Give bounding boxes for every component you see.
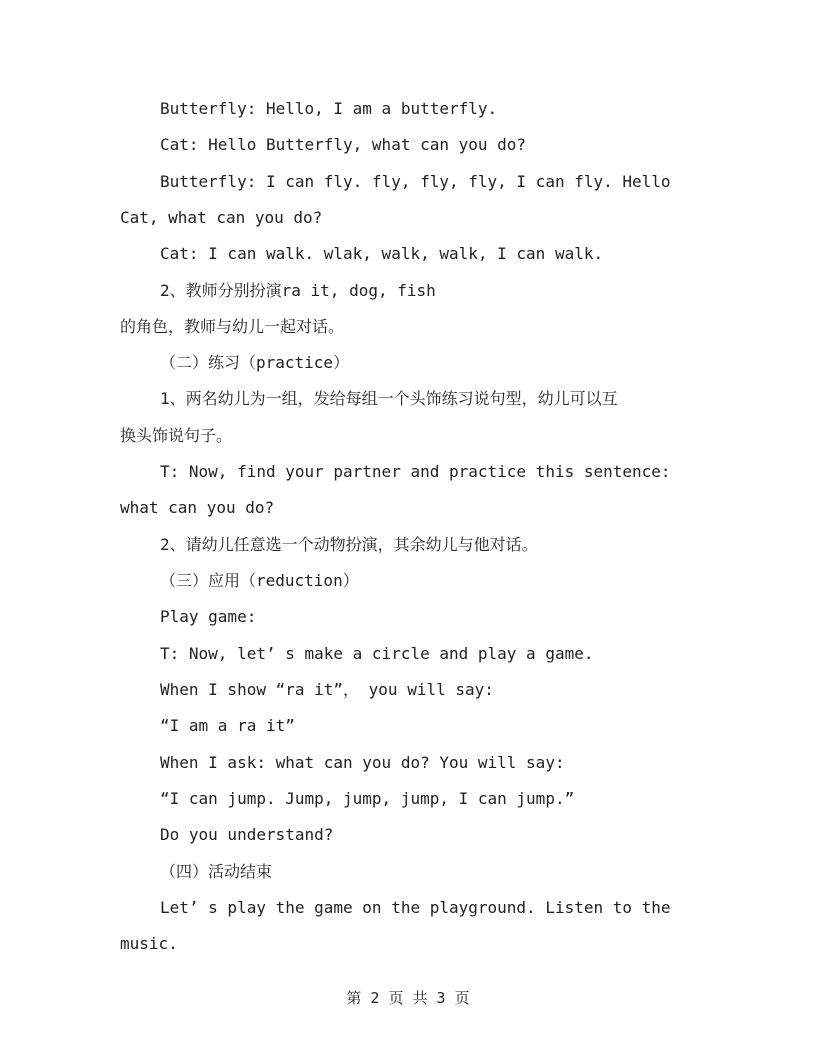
quote-line: “I am a ra it” bbox=[160, 716, 295, 735]
step-item-continued: 换头饰说句子。 bbox=[120, 426, 233, 445]
dialogue-line: T: Now, let’ s make a circle and play a game. bbox=[160, 644, 594, 663]
dialogue-line: When I show “ra it”， you will say: bbox=[160, 680, 494, 699]
dialogue-line-continued: Cat, what can you do? bbox=[120, 208, 323, 227]
dialogue-line-continued: what can you do? bbox=[120, 498, 275, 517]
section-heading-reduction: （三）应用（reduction） bbox=[160, 571, 359, 590]
dialogue-line: Cat: Hello Butterfly, what can you do? bbox=[160, 135, 527, 154]
section-heading-practice: （二）练习（practice） bbox=[160, 353, 350, 372]
dialogue-line: Butterfly: Hello, I am a butterfly. bbox=[160, 99, 498, 118]
dialogue-line: Do you understand? bbox=[160, 825, 334, 844]
section-heading-closing: （四）活动结束 bbox=[160, 862, 273, 881]
quote-line: “I can jump. Jump, jump, jump, I can jump.” bbox=[160, 789, 575, 808]
step-item-continued: 的角色，教师与幼儿一起对话。 bbox=[120, 317, 345, 336]
dialogue-line: When I ask: what can you do? You will say: bbox=[160, 753, 565, 772]
text-line-continued: music. bbox=[120, 934, 178, 953]
step-item: 2、教师分别扮演ra it, dog, fish bbox=[160, 281, 436, 300]
dialogue-line: Butterfly: I can fly. fly, fly, fly, I can fly. Hello bbox=[160, 172, 671, 191]
step-item: 2、请幼儿任意选一个动物扮演，其余幼儿与他对话。 bbox=[160, 535, 538, 554]
page-footer: 第 2 页 共 3 页 bbox=[346, 989, 470, 1007]
dialogue-line: T: Now, find your partner and practice this sentence: bbox=[160, 462, 671, 481]
text-line: Let’ s play the game on the playground. Listen to the bbox=[160, 898, 671, 917]
dialogue-line: Cat: I can walk. wlak, walk, walk, I can walk. bbox=[160, 244, 604, 263]
text-line: Play game: bbox=[160, 607, 257, 626]
step-item: 1、两名幼儿为一组，发给每组一个头饰练习说句型，幼儿可以互 bbox=[160, 389, 618, 408]
